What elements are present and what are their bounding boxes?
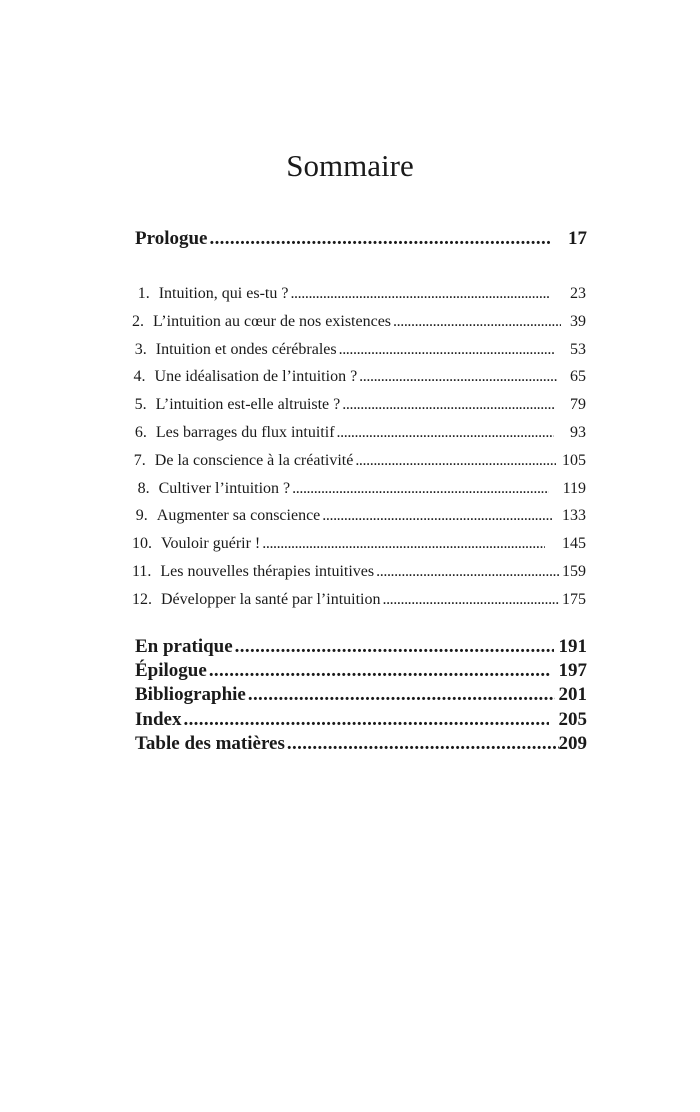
entry-page: 23 — [569, 285, 586, 302]
entry-label: L’intuition est-elle altruiste ? — [155, 396, 341, 414]
entry-label: Les nouvelles thérapies intuitives — [160, 563, 375, 580]
dot-leader — [355, 452, 556, 470]
entry-page: 209 — [558, 732, 587, 754]
dot-leader — [209, 660, 552, 682]
entry-page: 53 — [570, 340, 586, 358]
chapter-number: 8. — [137, 479, 150, 497]
toc-entry-chapter — [132, 341, 586, 359]
entry-label: Les barrages du flux intuitif — [155, 424, 335, 441]
dot-leader — [359, 368, 557, 386]
toc-entry-back-matter — [135, 684, 587, 706]
dot-leader — [382, 591, 559, 609]
entry-label: Développer la santé par l’intuition — [161, 590, 381, 608]
entry-page: 119 — [562, 479, 586, 497]
entry-label: Bibliographie — [135, 684, 246, 706]
entry-page: 39 — [570, 312, 586, 330]
entry-label: L’intuition au cœur de nos existences — [153, 312, 392, 330]
entry-page: 93 — [570, 424, 586, 441]
dot-leader — [342, 396, 555, 414]
dot-leader — [262, 535, 545, 553]
page-title: Sommaire — [286, 148, 414, 183]
chapter-number: 4. — [133, 368, 146, 386]
entry-label: Index — [135, 708, 182, 730]
entry-label: Table des matières — [135, 732, 285, 754]
entry-label: En pratique — [135, 636, 233, 657]
toc-entry-back-matter — [135, 660, 587, 682]
entry-page: 145 — [562, 535, 586, 553]
dot-leader — [337, 424, 555, 442]
toc-entry-back-matter — [135, 709, 587, 731]
entry-page: 205 — [558, 708, 587, 730]
chapter-number: 6. — [134, 424, 147, 441]
dot-leader — [393, 313, 561, 331]
toc-entry-chapter — [132, 591, 586, 609]
toc-entry-chapter — [132, 396, 586, 414]
entry-page: 133 — [562, 507, 586, 525]
entry-label: Intuition, qui es-tu ? — [158, 285, 289, 302]
toc-entry-chapter — [132, 313, 586, 331]
dot-leader — [290, 285, 548, 303]
entry-label: Vouloir guérir ! — [161, 535, 261, 553]
toc-entry-chapter — [132, 507, 586, 525]
toc-entry-prologue — [135, 228, 587, 250]
entry-page: 65 — [570, 368, 586, 386]
chapter-number: 10. — [132, 535, 152, 553]
entry-page: 105 — [562, 451, 586, 469]
chapter-number: 9. — [135, 507, 148, 525]
entry-label: Épilogue — [135, 660, 207, 682]
dot-leader — [183, 709, 549, 731]
entry-page: 191 — [558, 636, 587, 657]
entry-label: Augmenter sa conscience — [156, 507, 321, 525]
entry-label: Prologue — [135, 228, 208, 249]
entry-page: 175 — [562, 590, 586, 608]
chapter-number: 11. — [132, 563, 152, 580]
chapter-number: 3. — [134, 340, 147, 358]
dot-leader — [235, 636, 554, 658]
dot-leader — [287, 733, 559, 755]
chapter-number: 12. — [132, 590, 152, 608]
dot-leader — [339, 341, 555, 359]
entry-page: 201 — [558, 684, 587, 706]
dot-leader — [292, 480, 549, 498]
toc-entry-chapter — [132, 563, 586, 581]
chapter-number: 7. — [133, 451, 146, 469]
toc-entry-chapter — [132, 285, 586, 303]
entry-page: 17 — [568, 228, 587, 249]
toc-entry-chapter — [132, 535, 586, 553]
chapter-number: 1. — [137, 285, 150, 302]
toc-entry-chapter — [132, 368, 586, 386]
toc-entry-chapter — [132, 424, 586, 442]
entry-page: 159 — [562, 563, 586, 580]
entry-page: 79 — [570, 396, 586, 414]
dot-leader — [376, 563, 559, 581]
entry-page: 197 — [558, 660, 587, 682]
toc-entry-back-matter — [135, 636, 587, 658]
toc-entry-chapter — [132, 452, 586, 470]
toc-entry-chapter — [132, 480, 586, 498]
entry-label: Une idéalisation de l’intuition ? — [154, 368, 358, 386]
dot-leader — [209, 228, 551, 250]
entry-label: Intuition et ondes cérébrales — [155, 340, 337, 358]
dot-leader — [322, 507, 552, 525]
entry-label: Cultiver l’intuition ? — [158, 479, 291, 497]
toc-entry-back-matter — [135, 733, 587, 755]
entry-label: De la conscience à la créativité — [154, 451, 354, 469]
chapter-number: 2. — [132, 312, 144, 330]
dot-leader — [248, 684, 555, 706]
chapter-number: 5. — [134, 396, 147, 414]
